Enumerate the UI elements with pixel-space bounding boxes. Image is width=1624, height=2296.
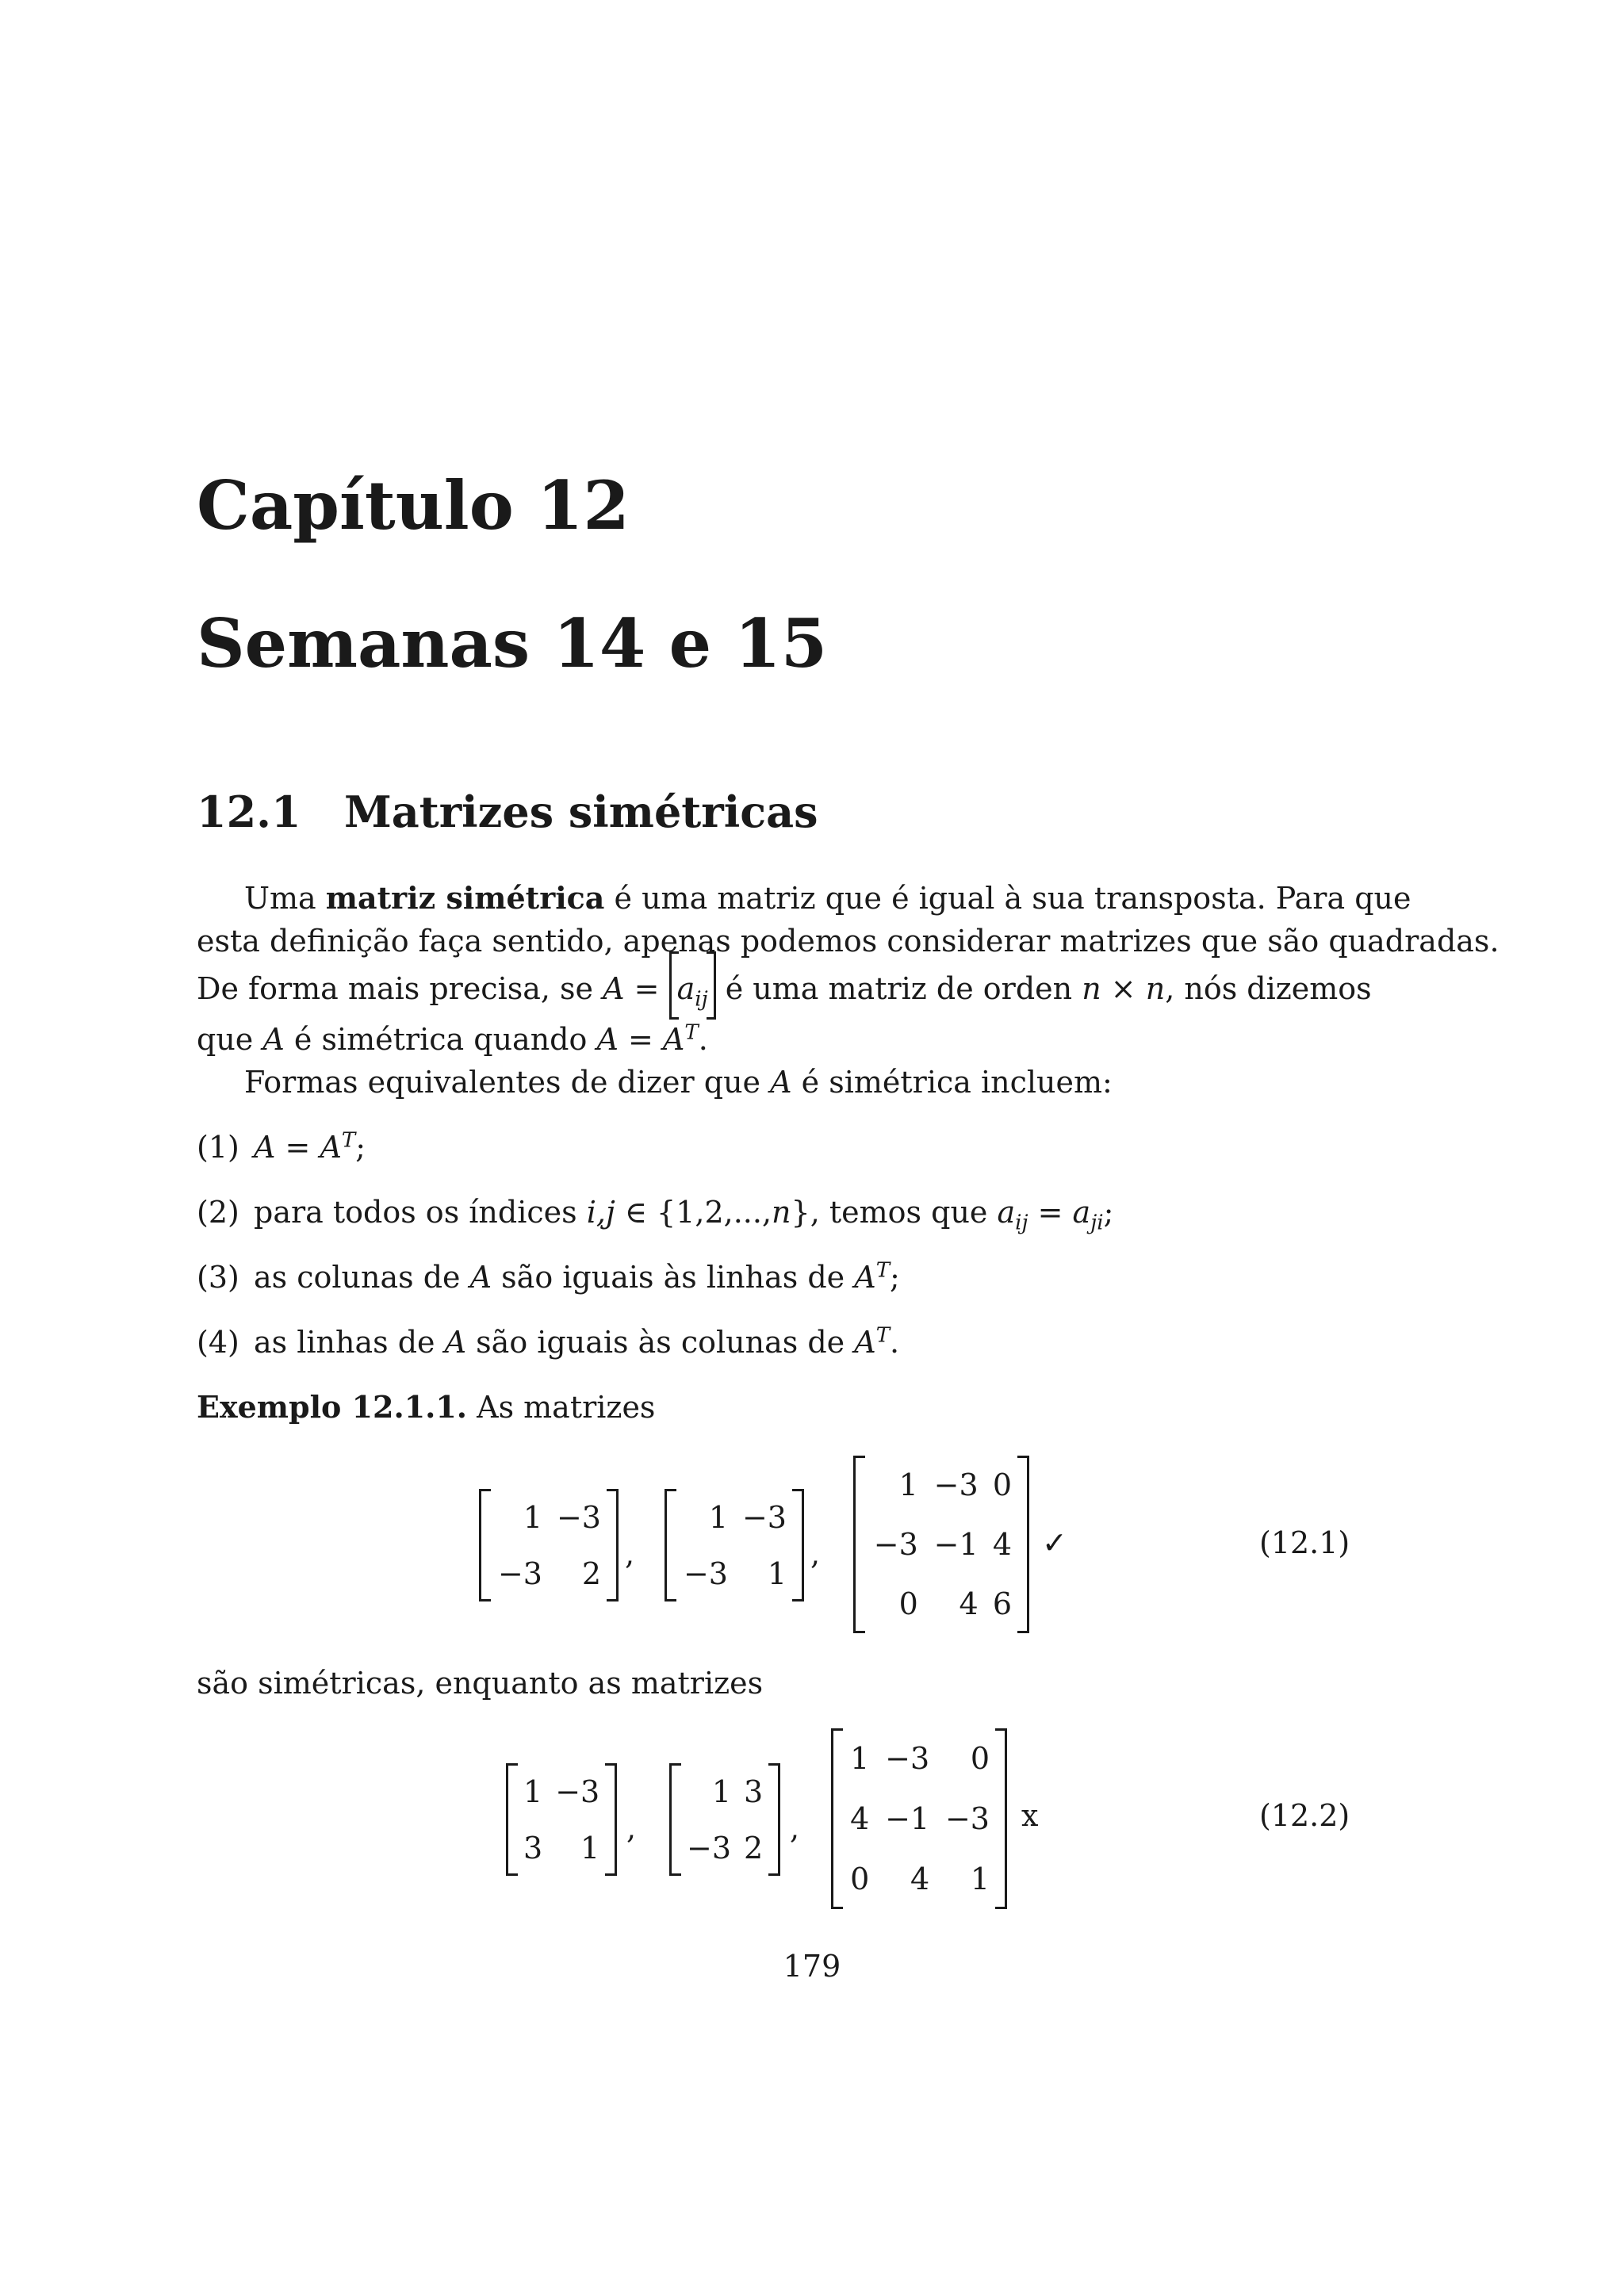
paragraph-line: Uma matriz simétrica é uma matriz que é igual à sua transposta. Para que <box>244 880 1411 916</box>
list-item: (4) as linhas de A são iguais às colunas de $A^T$. <box>197 1323 900 1360</box>
matrix-2-3: 1 −3 0 4 −1 −3 0 4 1 <box>831 1728 1007 1909</box>
comma: , <box>626 1811 637 1846</box>
comma: , <box>810 1536 821 1571</box>
section-number: 12.1 <box>197 786 301 837</box>
paragraph-line: esta definição faça sentido, apenas podemos considerar matrizes que são quadradas. <box>197 924 1500 959</box>
cross-mark-icon: x <box>1021 1798 1039 1833</box>
chapter-label: Capítulo 12 <box>197 466 630 545</box>
paragraph-line: que A é simétrica quando $A = A^T$. <box>197 1020 708 1057</box>
section-heading <box>197 786 818 837</box>
matrix-2-2: 1 3 −3 2 <box>669 1763 780 1876</box>
list-item: (3) as colunas de A são iguais às linhas de $A^T$; <box>197 1258 900 1295</box>
matrix-1-1: 1 −3 −3 2 <box>479 1489 619 1601</box>
inline-matrix: $a_{ij}$ <box>669 966 716 1012</box>
matrix-1-3: 1 −3 0 −3 −1 4 0 4 6 <box>853 1456 1029 1633</box>
paragraph-line: De forma mais precisa, se $A = a_{ij}$ é uma matriz de orden n × n, nós dizemos <box>197 966 1372 1012</box>
matrix-2-1: 1 −3 3 1 <box>506 1763 617 1876</box>
bold-term: matriz simétrica <box>325 880 605 916</box>
check-icon: ✓ <box>1042 1525 1067 1560</box>
paragraph-line: Formas equivalentes de dizer que A é simétrica incluem: <box>244 1065 1113 1100</box>
page-number: 179 <box>783 1949 841 1984</box>
section-title: Matrizes simétricas <box>344 786 818 837</box>
list-item: (2) para todos os índices i,j ∈ {1,2,...,n}, temos que $a_{ij} = a_{ji}$; <box>197 1195 1114 1235</box>
example-heading: Exemplo 12.1.1. As matrizes <box>197 1389 656 1425</box>
matrix-1-2: 1 −3 −3 1 <box>665 1489 804 1601</box>
equation-number: (12.1) <box>1259 1525 1350 1560</box>
comma: , <box>790 1811 800 1846</box>
equation-number: (12.2) <box>1259 1798 1350 1833</box>
chapter-title: Semanas 14 e 15 <box>197 604 828 683</box>
comma: , <box>625 1536 635 1571</box>
paragraph-line: são simétricas, enquanto as matrizes <box>197 1666 764 1701</box>
list-item: (1) $A = A^T$; <box>197 1128 366 1165</box>
